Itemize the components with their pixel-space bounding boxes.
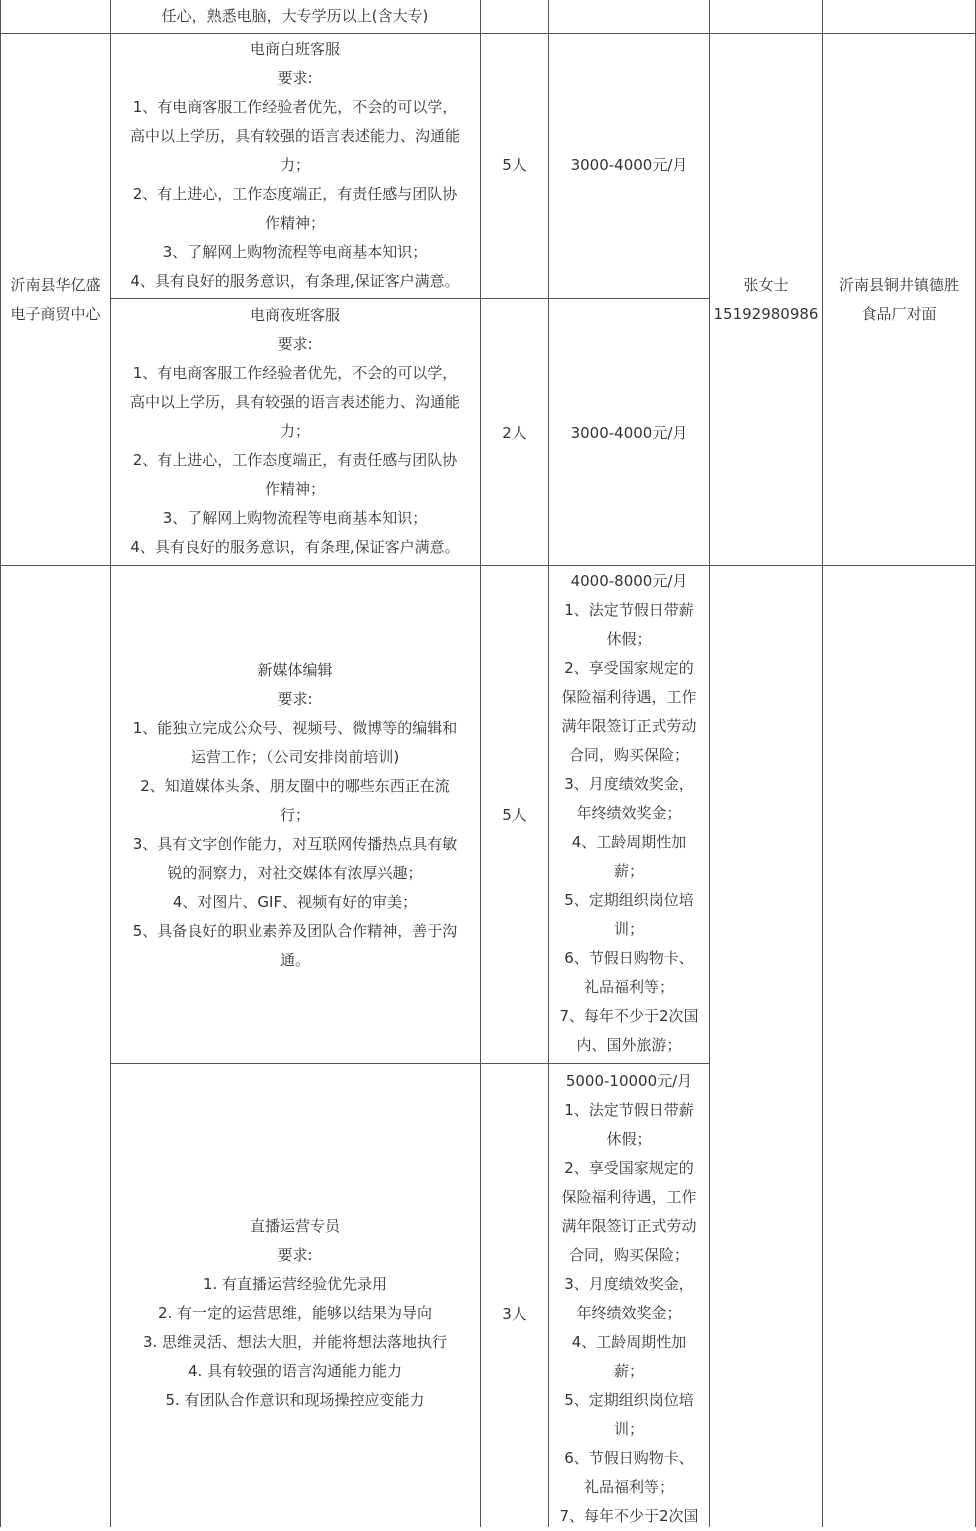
job-live-line: 直播运营专员 <box>249 1217 340 1235</box>
job-media-benefit-line: 满年限签订正式劳动 <box>561 717 697 735</box>
job-day-line: 力； <box>279 156 310 174</box>
job-live-benefit-line: 休假； <box>606 1130 652 1148</box>
job-day-line: 4、具有良好的服务意识，有条理,保证客户满意。 <box>130 272 460 290</box>
job-media-line: 行； <box>279 806 310 824</box>
job-live-description <box>110 1212 480 1415</box>
job-day-line: 电商白班客服 <box>249 40 340 58</box>
job-day-line: 高中以上学历，具有较强的语言表述能力、沟通能 <box>129 127 460 145</box>
job-day-description <box>110 35 480 296</box>
job-day-line: 1、有电商客服工作经验者优先，不会的可以学， <box>132 98 458 116</box>
job-day-line: 2、有上进心，工作态度端正，有责任感与团队协 <box>132 185 458 203</box>
job-day-line: 3、了解网上购物流程等电商基本知识； <box>162 243 428 261</box>
job-media-benefit-line: 1、法定节假日带薪 <box>564 601 694 619</box>
job-live-line: 要求: <box>277 1246 313 1264</box>
job-media-benefit-line: 礼品福利等； <box>583 978 674 996</box>
job-live-benefit-line: 礼品福利等； <box>583 1478 674 1496</box>
job-day-line: 作精神； <box>264 214 325 232</box>
job-media-count: 5人 <box>502 806 527 824</box>
job-media-line: 锐的洞察力，对社交媒体有浓厚兴趣； <box>167 864 423 882</box>
address-line-2: 食品厂对面 <box>861 304 937 323</box>
job-media-benefit-line: 7、每年不少于2次国 <box>559 1007 699 1025</box>
job-live-count: 3人 <box>502 1305 527 1323</box>
company-name-line-1: 沂南县华亿盛 <box>10 275 101 294</box>
job-night-line: 3、了解网上购物流程等电商基本知识； <box>162 509 428 527</box>
job-live-line: 3. 思维灵活、想法大胆，并能将想法落地执行 <box>142 1333 448 1351</box>
job-night-line: 高中以上学历，具有较强的语言表述能力、沟通能 <box>129 393 460 411</box>
job-media-benefit-line: 年终绩效奖金； <box>576 804 682 822</box>
job-night-description <box>110 301 480 562</box>
job-live-benefit-line: 保险福利待遇，工作 <box>561 1188 697 1206</box>
job-live-line: 1. 有直播运营经验优先录用 <box>202 1275 388 1293</box>
job-live-line: 5. 有团队合作意识和现场操控应变能力 <box>165 1391 425 1409</box>
contact-name: 张女士 <box>743 275 789 294</box>
job-media-benefit-line: 保险福利待遇，工作 <box>561 688 697 706</box>
job-night-line: 电商夜班客服 <box>249 306 340 324</box>
top-fragment-text: 任心，熟悉电脑，大专学历以上(含大专) <box>161 7 429 25</box>
job-media-benefit-line: 3、月度绩效奖金， <box>564 775 694 793</box>
job-live-benefit-line: 5000-10000元/月 <box>565 1072 693 1090</box>
job-live-benefit-line: 7、每年不少于2次国 <box>559 1507 699 1525</box>
job-media-line: 通。 <box>279 951 310 969</box>
job-media-benefit-line: 休假； <box>606 630 652 648</box>
job-media-line: 5、具备良好的职业素养及团队合作精神，善于沟 <box>132 922 458 940</box>
job-media-line: 3、具有文字创作能力，对互联网传播热点具有敏 <box>132 835 458 853</box>
job-night-line: 作精神； <box>264 480 325 498</box>
job-live-benefit-line: 6、节假日购物卡、 <box>564 1449 694 1467</box>
job-media-benefit-line: 合同，购买保险； <box>568 746 689 764</box>
job-live-benefit-line: 满年限签订正式劳动 <box>561 1217 697 1235</box>
contact-cell <box>710 34 822 565</box>
job-live-benefit-line: 1、法定节假日带薪 <box>564 1101 694 1119</box>
job-live-line: 4. 具有较强的语言沟通能力能力 <box>187 1362 403 1380</box>
job-media-line: 1、能独立完成公众号、视频号、微博等的编辑和 <box>132 719 458 737</box>
job-live-benefit-line: 合同，购买保险； <box>568 1246 689 1264</box>
job-media-benefit-line: 6、节假日购物卡、 <box>564 949 694 967</box>
job-live-benefit-line: 年终绩效奖金； <box>576 1304 682 1322</box>
job-media-benefit-line: 薪； <box>613 862 644 880</box>
job-live-benefits <box>549 1067 709 1531</box>
job-media-benefit-line: 5、定期组织岗位培 <box>564 891 694 909</box>
address-line-1: 沂南县铜井镇德胜 <box>838 275 959 294</box>
job-live-benefit-line: 薪； <box>613 1362 644 1380</box>
job-media-description <box>110 656 480 975</box>
job-media-line: 2、知道媒体头条、朋友圈中的哪些东西正在流 <box>140 777 450 795</box>
job-live-line: 2. 有一定的运营思维，能够以结果为导向 <box>157 1304 433 1322</box>
job-media-line: 新媒体编辑 <box>257 661 333 679</box>
job-night-line: 2、有上进心，工作态度端正，有责任感与团队协 <box>132 451 458 469</box>
job-day-salary: 3000-4000元/月 <box>570 156 688 174</box>
job-day-count: 5人 <box>502 156 527 174</box>
address-cell <box>823 34 975 565</box>
job-media-line: 运营工作；（公司安排岗前培训) <box>190 748 400 766</box>
job-night-line: 4、具有良好的服务意识，有条理,保证客户满意。 <box>130 538 460 556</box>
job-media-benefit-line: 4000-8000元/月 <box>570 572 688 590</box>
job-night-line: 力； <box>279 422 310 440</box>
job-night-line: 1、有电商客服工作经验者优先，不会的可以学， <box>132 364 458 382</box>
job-live-benefit-line: 3、月度绩效奖金， <box>564 1275 694 1293</box>
job-media-benefit-line: 训； <box>613 920 644 938</box>
job-media-line: 要求: <box>277 690 313 708</box>
job-media-benefit-line: 内、国外旅游； <box>576 1036 682 1054</box>
job-day-line: 要求: <box>277 69 313 87</box>
job-media-benefit-line: 4、工龄周期性加 <box>571 833 687 851</box>
job-media-benefit-line: 2、享受国家规定的 <box>564 659 694 677</box>
job-live-benefit-line: 4、工龄周期性加 <box>571 1333 687 1351</box>
job-night-count: 2人 <box>502 424 527 442</box>
job-media-benefits <box>549 567 709 1060</box>
job-live-benefit-line: 5、定期组织岗位培 <box>564 1391 694 1409</box>
job-live-benefit-line: 训； <box>613 1420 644 1438</box>
job-night-line: 要求: <box>277 335 313 353</box>
job-night-salary: 3000-4000元/月 <box>570 424 688 442</box>
company-name-line-2: 电子商贸中心 <box>10 304 101 323</box>
job-media-line: 4、对图片、GIF、视频有好的审美； <box>172 893 418 911</box>
contact-phone: 15192980986 <box>713 304 819 323</box>
company-name-cell <box>1 34 110 565</box>
job-live-benefit-line: 2、享受国家规定的 <box>564 1159 694 1177</box>
